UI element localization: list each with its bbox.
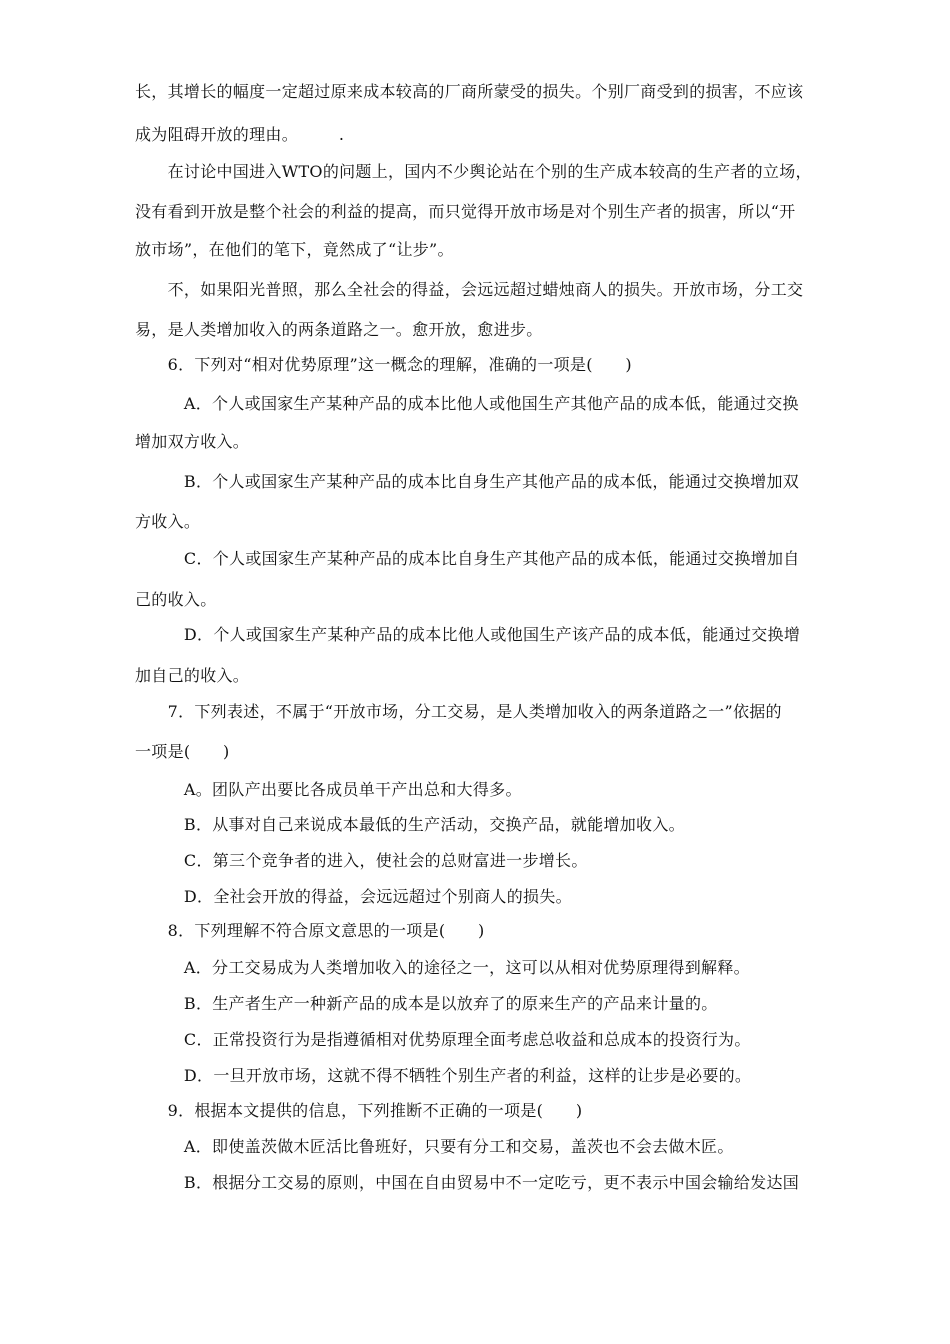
text-line: 方收入。	[135, 512, 201, 531]
text-line: 放市场”，在他们的笔下，竟然成了“让步”。	[135, 240, 454, 259]
option-8d: D．一旦开放市场，这就不得不牺牲个别生产者的利益，这样的让步是必要的。	[135, 1066, 752, 1085]
option-7b: B．从事对自己来说成本最低的生产活动，交换产品，就能增加收入。	[135, 815, 685, 834]
option-6a: A．个人或国家生产某种产品的成本比他人或他国生产其他产品的成本低，能通过交换	[135, 394, 799, 413]
option-7a: A。团队产出要比各成员单干产出总和大得多。	[135, 780, 522, 799]
text-line: 不，如果阳光普照，那么全社会的得益，会远远超过蜡烛商人的损失。开放市场，分工交	[135, 280, 804, 299]
text-line: 加自己的收入。	[135, 666, 250, 685]
option-6d: D．个人或国家生产某种产品的成本比他人或他国生产该产品的成本低，能通过交换增	[135, 625, 801, 644]
text-line: 没有看到开放是整个社会的利益的提高，而只觉得开放市场是对个别生产者的损害，所以“开	[135, 202, 796, 221]
question-9: 9．根据本文提供的信息，下列推断不正确的一项是( )	[135, 1101, 583, 1120]
question-6: 6．下列对“相对优势原理”这一概念的理解，准确的一项是( )	[135, 355, 632, 374]
question-7: 7．下列表述，不属于“开放市场，分工交易，是人类增加收入的两条道路之一”依据的	[135, 702, 782, 721]
option-7c: C．第三个竞争者的进入，使社会的总财富进一步增长。	[135, 851, 588, 870]
text-line: 在讨论中国进入WTO的问题上，国内不少舆论站在个别的生产成本较高的生产者的立场，	[135, 162, 812, 181]
question-8: 8．下列理解不符合原文意思的一项是( )	[135, 921, 485, 940]
text-line: 增加双方收入。	[135, 432, 250, 451]
option-7d: D．全社会开放的得益，会远远超过个别商人的损失。	[135, 887, 572, 906]
option-6b: B．个人或国家生产某种产品的成本比自身生产其他产品的成本低，能通过交换增加双	[135, 472, 800, 491]
option-9a: A．即使盖茨做木匠活比鲁班好，只要有分工和交易，盖茨也不会去做木匠。	[135, 1137, 734, 1156]
text-line: 易，是人类增加收入的两条道路之一。愈开放，愈进步。	[135, 320, 543, 339]
option-8a: A．分工交易成为人类增加收入的途径之一，这可以从相对优势原理得到解释。	[135, 958, 750, 977]
option-8c: C．正常投资行为是指遵循相对优势原理全面考虑总收益和总成本的投资行为。	[135, 1030, 751, 1049]
option-6c: C．个人或国家生产某种产品的成本比自身生产其他产品的成本低，能通过交换增加自	[135, 549, 800, 568]
option-8b: B．生产者生产一种新产品的成本是以放弃了的原来生产的产品来计量的。	[135, 994, 718, 1013]
text-line: 成为阻碍开放的理由。 .	[135, 125, 345, 144]
option-9b: B．根据分工交易的原则，中国在自由贸易中不一定吃亏，更不表示中国会输给发达国	[135, 1173, 800, 1192]
text-line: 一项是( )	[135, 742, 230, 761]
text-line: 己的收入。	[135, 590, 217, 609]
text-line: 长，其增长的幅度一定超过原来成本较高的厂商所蒙受的损失。个别厂商受到的损害，不应该	[135, 82, 804, 101]
